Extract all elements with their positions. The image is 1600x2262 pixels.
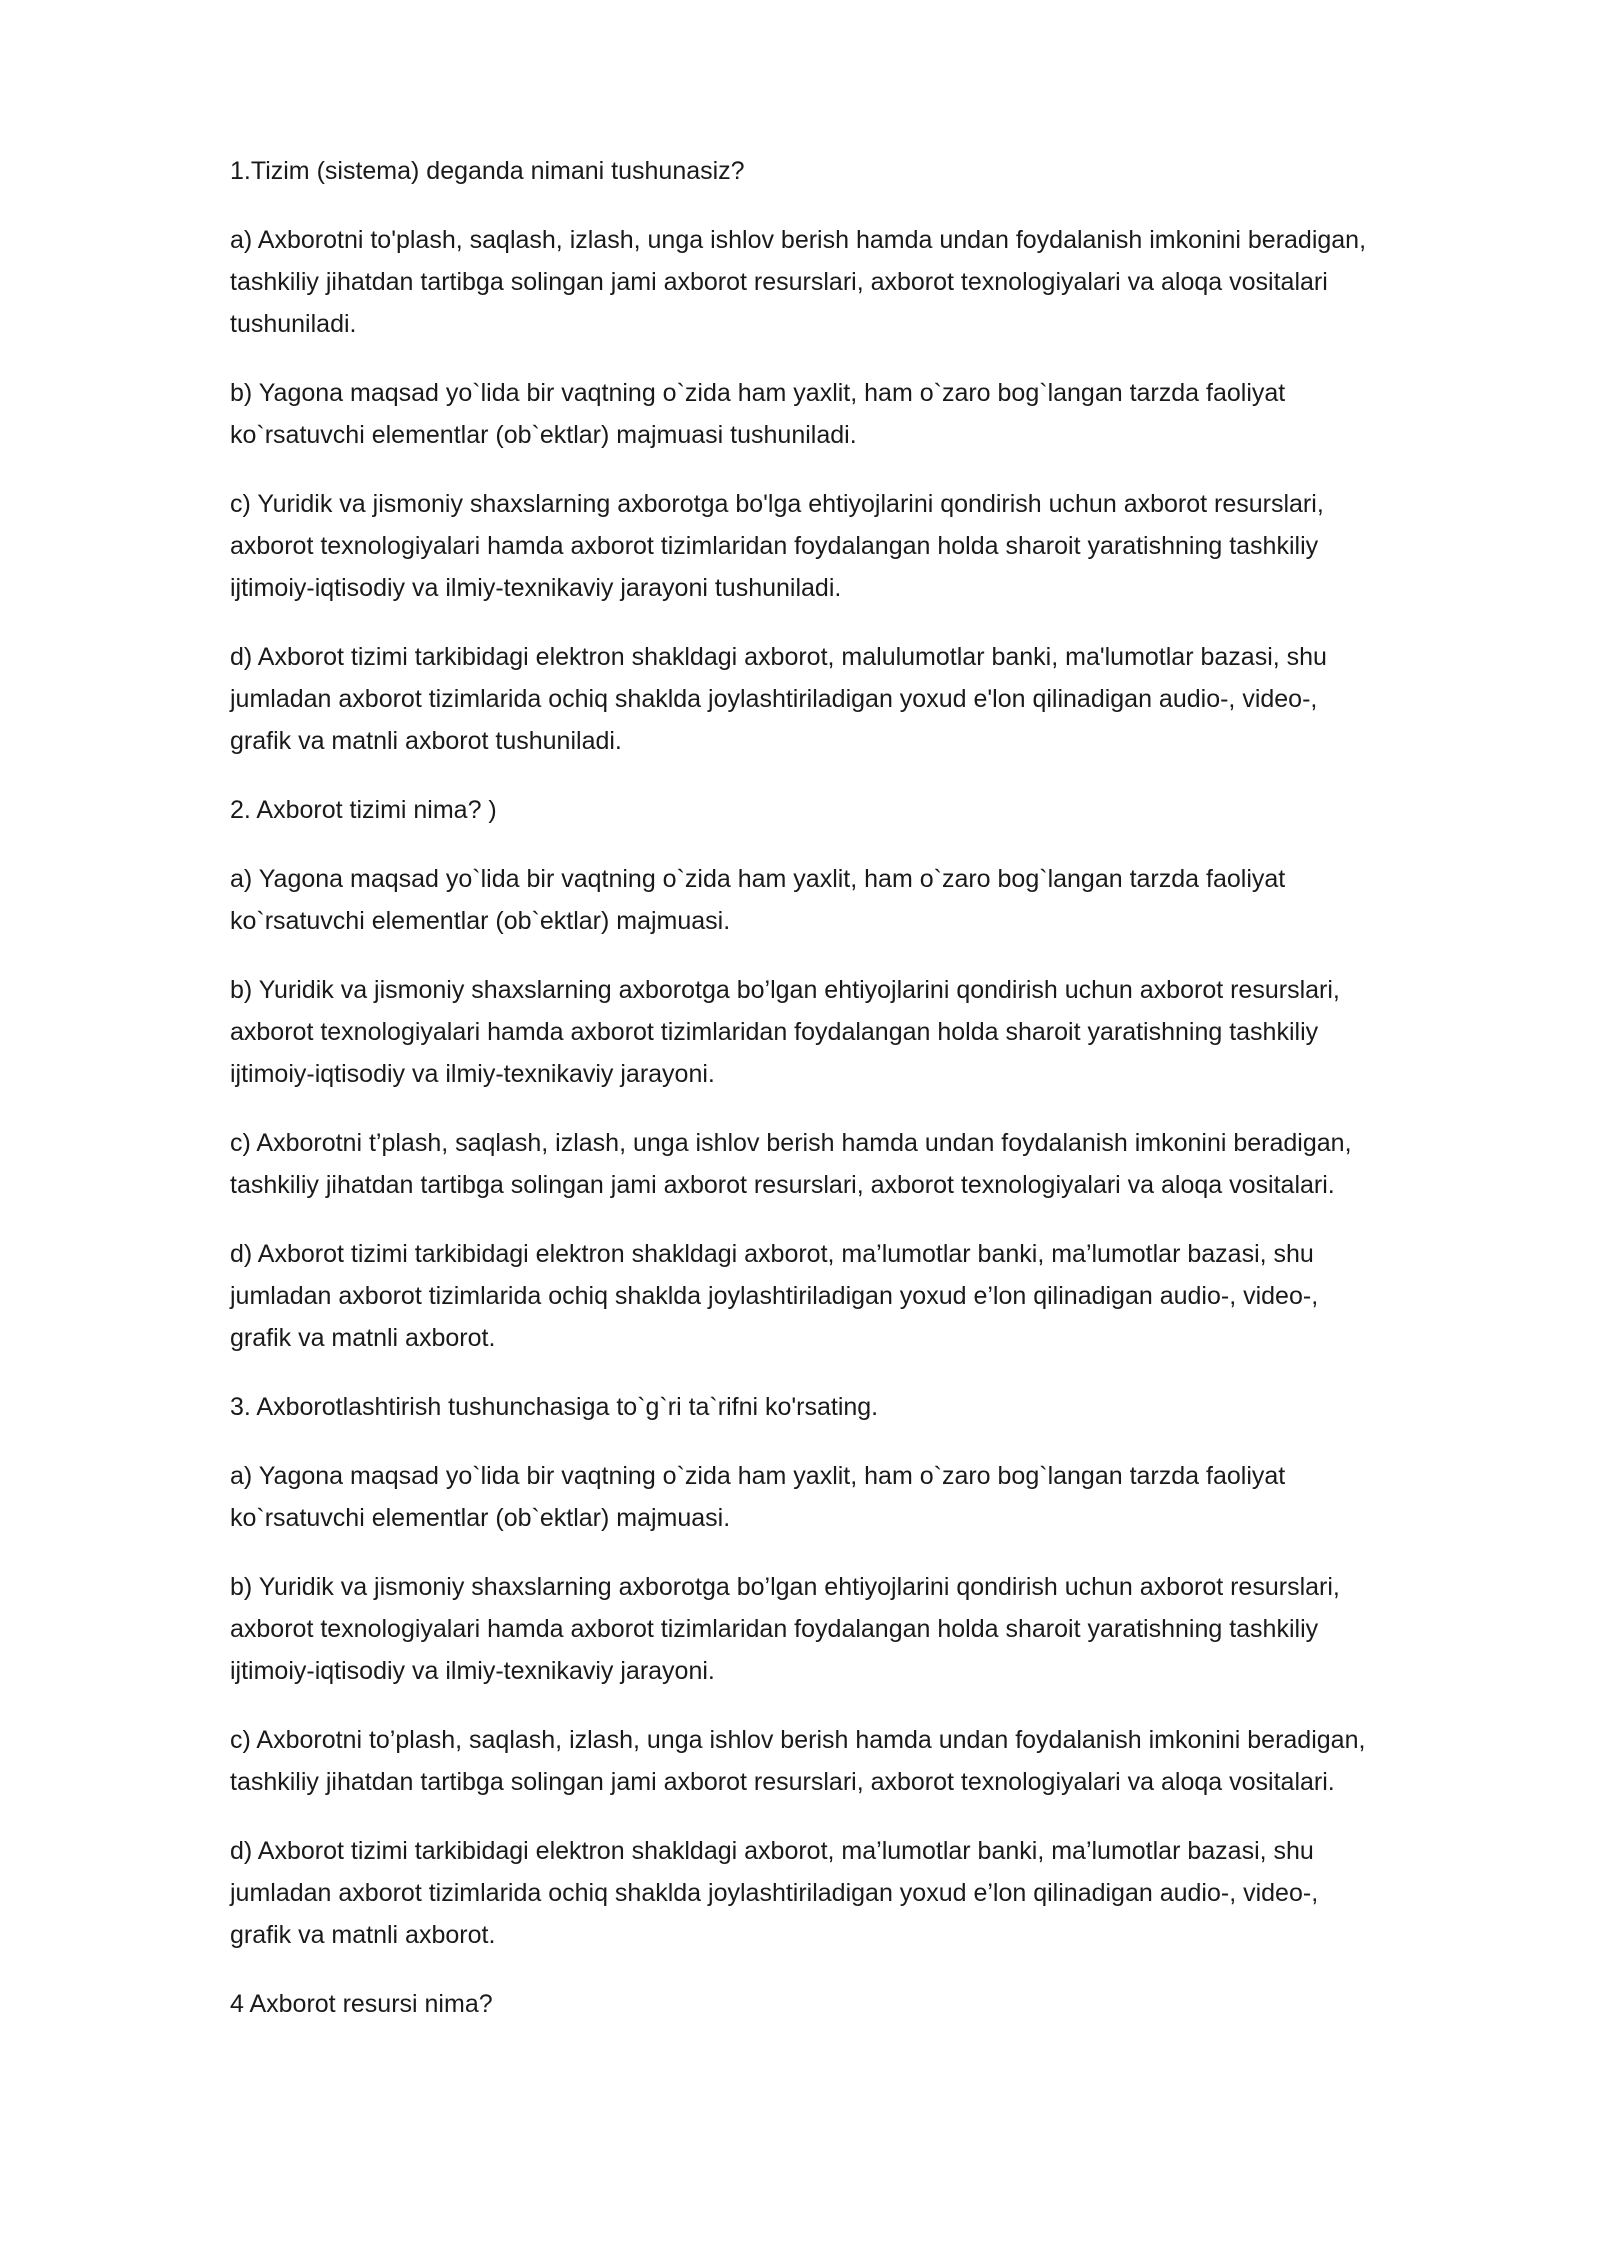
text-line: 1.Tizim (sistema) deganda nimani tushunasiz? [230, 157, 745, 185]
text-line: b) Yuridik va jismoniy shaxslarning axborotga bo’lgan ehtiyojlarini qondirish uchun axborot resurslari, [230, 1573, 1340, 1601]
document-page [230, 150, 1490, 2052]
q2-option-b [230, 969, 1490, 1095]
text-line: 2. Axborot tizimi nima? ) [230, 796, 497, 824]
text-line: 4 Axborot resursi nima? [230, 1990, 493, 2018]
text-line: tushuniladi. [230, 310, 357, 338]
text-line: tashkiliy jihatdan tartibga solingan jami axborot resurslari, axborot texnologiyalari va aloqa vositalari. [230, 1171, 1335, 1199]
text-line: tashkiliy jihatdan tartibga solingan jami axborot resurslari, axborot texnologiyalari va aloqa vositalari [230, 268, 1328, 296]
text-line: jumladan axborot tizimlarida ochiq shaklda joylashtiriladigan yoxud e’lon qilinadigan audio-, video-, [230, 1282, 1319, 1310]
question-1 [230, 150, 1490, 192]
text-line: b) Yuridik va jismoniy shaxslarning axborotga bo’lgan ehtiyojlarini qondirish uchun axborot resurslari, [230, 976, 1340, 1004]
text-line: jumladan axborot tizimlarida ochiq shaklda joylashtiriladigan yoxud e'lon qilinadigan audio-, video-, [230, 685, 1318, 713]
text-line: axborot texnologiyalari hamda axborot tizimlaridan foydalangan holda sharoit yaratishning tashkiliy [230, 532, 1319, 560]
text-line: b) Yagona maqsad yo`lida bir vaqtning o`zida ham yaxlit, ham o`zaro bog`langan tarzda faoliyat [230, 379, 1286, 407]
q3-option-d [230, 1830, 1490, 1956]
q3-option-b [230, 1566, 1490, 1692]
q2-option-c [230, 1122, 1490, 1206]
text-line: jumladan axborot tizimlarida ochiq shaklda joylashtiriladigan yoxud e’lon qilinadigan audio-, video-, [230, 1879, 1319, 1907]
text-line: a) Yagona maqsad yo`lida bir vaqtning o`zida ham yaxlit, ham o`zaro bog`langan tarzda faoliyat [230, 1462, 1286, 1490]
text-line: a) Axborotni to'plash, saqlash, izlash, unga ishlov berish hamda undan foydalanish imkonini beradigan, [230, 226, 1367, 254]
q3-option-c [230, 1719, 1490, 1803]
text-line: ijtimoiy-iqtisodiy va ilmiy-texnikaviy jarayoni. [230, 1657, 715, 1685]
text-line: d) Axborot tizimi tarkibidagi elektron shakldagi axborot, malulumotlar banki, ma'lumotlar bazasi, shu [230, 643, 1327, 671]
text-line: axborot texnologiyalari hamda axborot tizimlaridan foydalangan holda sharoit yaratishning tashkiliy [230, 1615, 1319, 1643]
question-4 [230, 1983, 1490, 2025]
text-line: axborot texnologiyalari hamda axborot tizimlaridan foydalangan holda sharoit yaratishning tashkiliy [230, 1018, 1319, 1046]
question-2 [230, 789, 1490, 831]
text-line: c) Yuridik va jismoniy shaxslarning axborotga bo'lga ehtiyojlarini qondirish uchun axborot resurslari, [230, 490, 1324, 518]
text-line: a) Yagona maqsad yo`lida bir vaqtning o`zida ham yaxlit, ham o`zaro bog`langan tarzda faoliyat [230, 865, 1286, 893]
text-line: d) Axborot tizimi tarkibidagi elektron shakldagi axborot, ma’lumotlar banki, ma’lumotlar bazasi, shu [230, 1837, 1314, 1865]
q3-option-a [230, 1455, 1490, 1539]
text-line: grafik va matnli axborot. [230, 1324, 496, 1352]
q1-option-c [230, 483, 1490, 609]
text-line: ko`rsatuvchi elementlar (ob`ektlar) majmuasi. [230, 907, 731, 935]
text-line: ko`rsatuvchi elementlar (ob`ektlar) majmuasi tushuniladi. [230, 421, 857, 449]
text-line: tashkiliy jihatdan tartibga solingan jami axborot resurslari, axborot texnologiyalari va aloqa vositalari. [230, 1768, 1335, 1796]
q1-option-b [230, 372, 1490, 456]
text-line: d) Axborot tizimi tarkibidagi elektron shakldagi axborot, ma’lumotlar banki, ma’lumotlar bazasi, shu [230, 1240, 1314, 1268]
q1-option-a [230, 219, 1490, 345]
text-line: grafik va matnli axborot tushuniladi. [230, 727, 622, 755]
text-line: c) Axborotni to’plash, saqlash, izlash, unga ishlov berish hamda undan foydalanish imkonini beradigan, [230, 1726, 1366, 1754]
text-line: 3. Axborotlashtirish tushunchasiga to`g`ri ta`rifni ko'rsating. [230, 1393, 879, 1421]
q2-option-d [230, 1233, 1490, 1359]
q2-option-a [230, 858, 1490, 942]
text-line: c) Axborotni t’plash, saqlash, izlash, unga ishlov berish hamda undan foydalanish imkonini beradigan, [230, 1129, 1352, 1157]
text-line: ijtimoiy-iqtisodiy va ilmiy-texnikaviy jarayoni. [230, 1060, 715, 1088]
q1-option-d [230, 636, 1490, 762]
text-line: grafik va matnli axborot. [230, 1921, 496, 1949]
text-line: ko`rsatuvchi elementlar (ob`ektlar) majmuasi. [230, 1504, 731, 1532]
text-line: ijtimoiy-iqtisodiy va ilmiy-texnikaviy jarayoni tushuniladi. [230, 574, 842, 602]
question-3 [230, 1386, 1490, 1428]
